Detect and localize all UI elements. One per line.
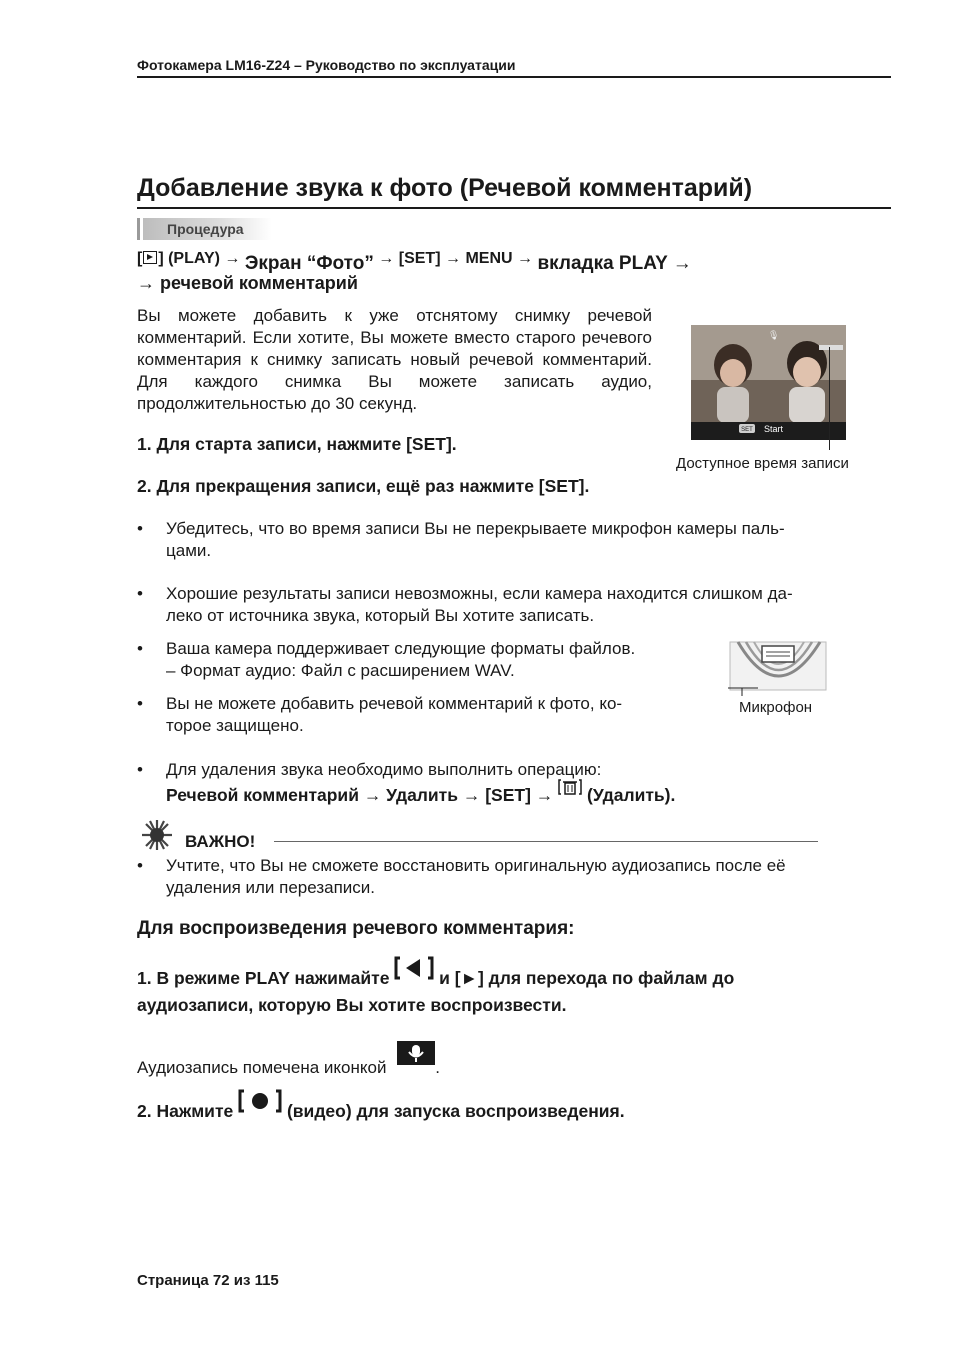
bullet-text: цами.: [166, 541, 212, 560]
important-star-icon: [139, 818, 175, 852]
microphone-caption: Микрофон: [739, 699, 813, 716]
bullet-dot: •: [137, 856, 143, 875]
bullet-important: [137, 855, 887, 901]
delete-path: [166, 784, 675, 806]
step-2: 2. Для прекращения записи, ещё раз нажмите [SET].: [137, 476, 590, 496]
screen-photo: Экран “Фото”: [244, 253, 374, 274]
procedure-label: Процедура: [167, 221, 244, 237]
bullet-dot: •: [137, 584, 143, 603]
record-button-icon: [238, 1089, 282, 1113]
bullet-text: Убедитесь, что во время записи Вы не перекрываете микрофон камеры паль-: [166, 519, 785, 538]
microphone-illustration: [728, 640, 828, 696]
intro-paragraph: Вы можете добавить к уже отснятому снимку речевой комментарий. Если хотите, Вы можете вместо старого речевого комментария к снимку записать новый речевой комментарий. Для каждого снимка Вы можете записать аудио, продолжительностью до 30 секунд.: [137, 306, 652, 413]
menu-key: MENU: [465, 250, 513, 267]
play-label: ] (PLAY): [158, 250, 220, 267]
bracket-open: [: [137, 250, 143, 267]
step-text: (видео) для запуска воспроизведения.: [282, 1101, 625, 1121]
playback-step-2: [137, 1093, 625, 1122]
page-header: Фотокамера LM16-Z24 – Руководство по эксплуатации: [137, 57, 516, 73]
procedure-path-line2: → речевой комментарий: [137, 273, 358, 293]
step-text: и [►] для перехода по файлам до: [434, 968, 735, 988]
callout-line: [829, 347, 830, 450]
header-divider: [137, 76, 891, 78]
photo-mic-icon: 🎙: [768, 330, 780, 340]
set-key: [SET]: [398, 250, 441, 267]
bullet-text: Для удаления звука необходимо выполнить операцию:: [166, 760, 602, 779]
photo-illustration: [691, 325, 846, 440]
delete-path-text: Речевой комментарий → Удалить → [SET] →: [166, 785, 559, 805]
page-title: Добавление звука к фото (Речевой комментарий): [137, 174, 753, 202]
arrow: →: [517, 250, 533, 267]
voice-note-line: [137, 1049, 440, 1078]
bullet-distance: [137, 583, 887, 629]
camera-screen-photo: [691, 325, 846, 440]
bullet-formats: [137, 638, 717, 684]
delete-label: (Удалить).: [582, 785, 676, 805]
microphone-icon: [728, 640, 828, 696]
procedure-path-line1: [137, 247, 692, 274]
title-divider: [137, 207, 891, 209]
play-button-icon: [143, 251, 157, 264]
bullet-dot: •: [137, 760, 143, 779]
left-button-icon: [394, 956, 434, 980]
bullet-text: удаления или перезаписи.: [166, 878, 375, 897]
voice-note-text: Аудиозапись помечена иконкой: [137, 1058, 387, 1077]
trash-icon: [558, 778, 582, 794]
photo-start-label: Start: [764, 424, 784, 434]
arrow: →: [378, 250, 395, 267]
bullet-delete: [137, 759, 887, 809]
playback-step-1: [137, 960, 734, 989]
voice-memo-icon: [397, 1041, 435, 1065]
voice-note-end: .: [435, 1058, 440, 1077]
bullet-protected: [137, 693, 717, 739]
step-text: 1. В режиме PLAY нажимайте: [137, 968, 395, 988]
photo-set-label: SET: [741, 427, 753, 433]
playback-step-1-line2: аудиозаписи, которую Вы хотите воспроизвести.: [137, 995, 567, 1015]
bullet-dot: •: [137, 694, 143, 713]
bullet-text: – Формат аудио: Файл с расширением WAV.: [166, 661, 515, 680]
bullet-fingers: [137, 518, 887, 564]
bullet-dot: •: [137, 519, 143, 538]
important-divider: [274, 841, 818, 842]
bullet-dot: •: [137, 639, 143, 658]
bullet-text: торое защищено.: [166, 716, 304, 735]
step-1: 1. Для старта записи, нажмите [SET].: [137, 434, 457, 454]
playback-heading: Для воспроизведения речевого комментария:: [137, 918, 575, 939]
bullet-text: Хорошие результаты записи невозможны, если камера находится слишком да-: [166, 584, 793, 603]
bullet-text: Вы не можете добавить речевой комментарий к фото, ко-: [166, 694, 623, 713]
step-text: 2. Нажмите: [137, 1101, 239, 1121]
play-tab: вкладка PLAY →: [537, 253, 692, 274]
important-label: ВАЖНО!: [185, 832, 256, 851]
bullet-text: Учтите, что Вы не сможете восстановить оригинальную аудиозапись после её: [166, 856, 786, 875]
page-footer: Страница 72 из 115: [137, 1272, 279, 1289]
recording-time-caption: Доступное время записи: [676, 455, 849, 472]
bullet-text: леко от источника звука, который Вы хотите записать.: [166, 606, 595, 625]
bullet-text: Ваша камера поддерживает следующие форматы файлов.: [166, 639, 636, 658]
arrow: →: [444, 250, 461, 267]
arrow: →: [224, 250, 241, 267]
